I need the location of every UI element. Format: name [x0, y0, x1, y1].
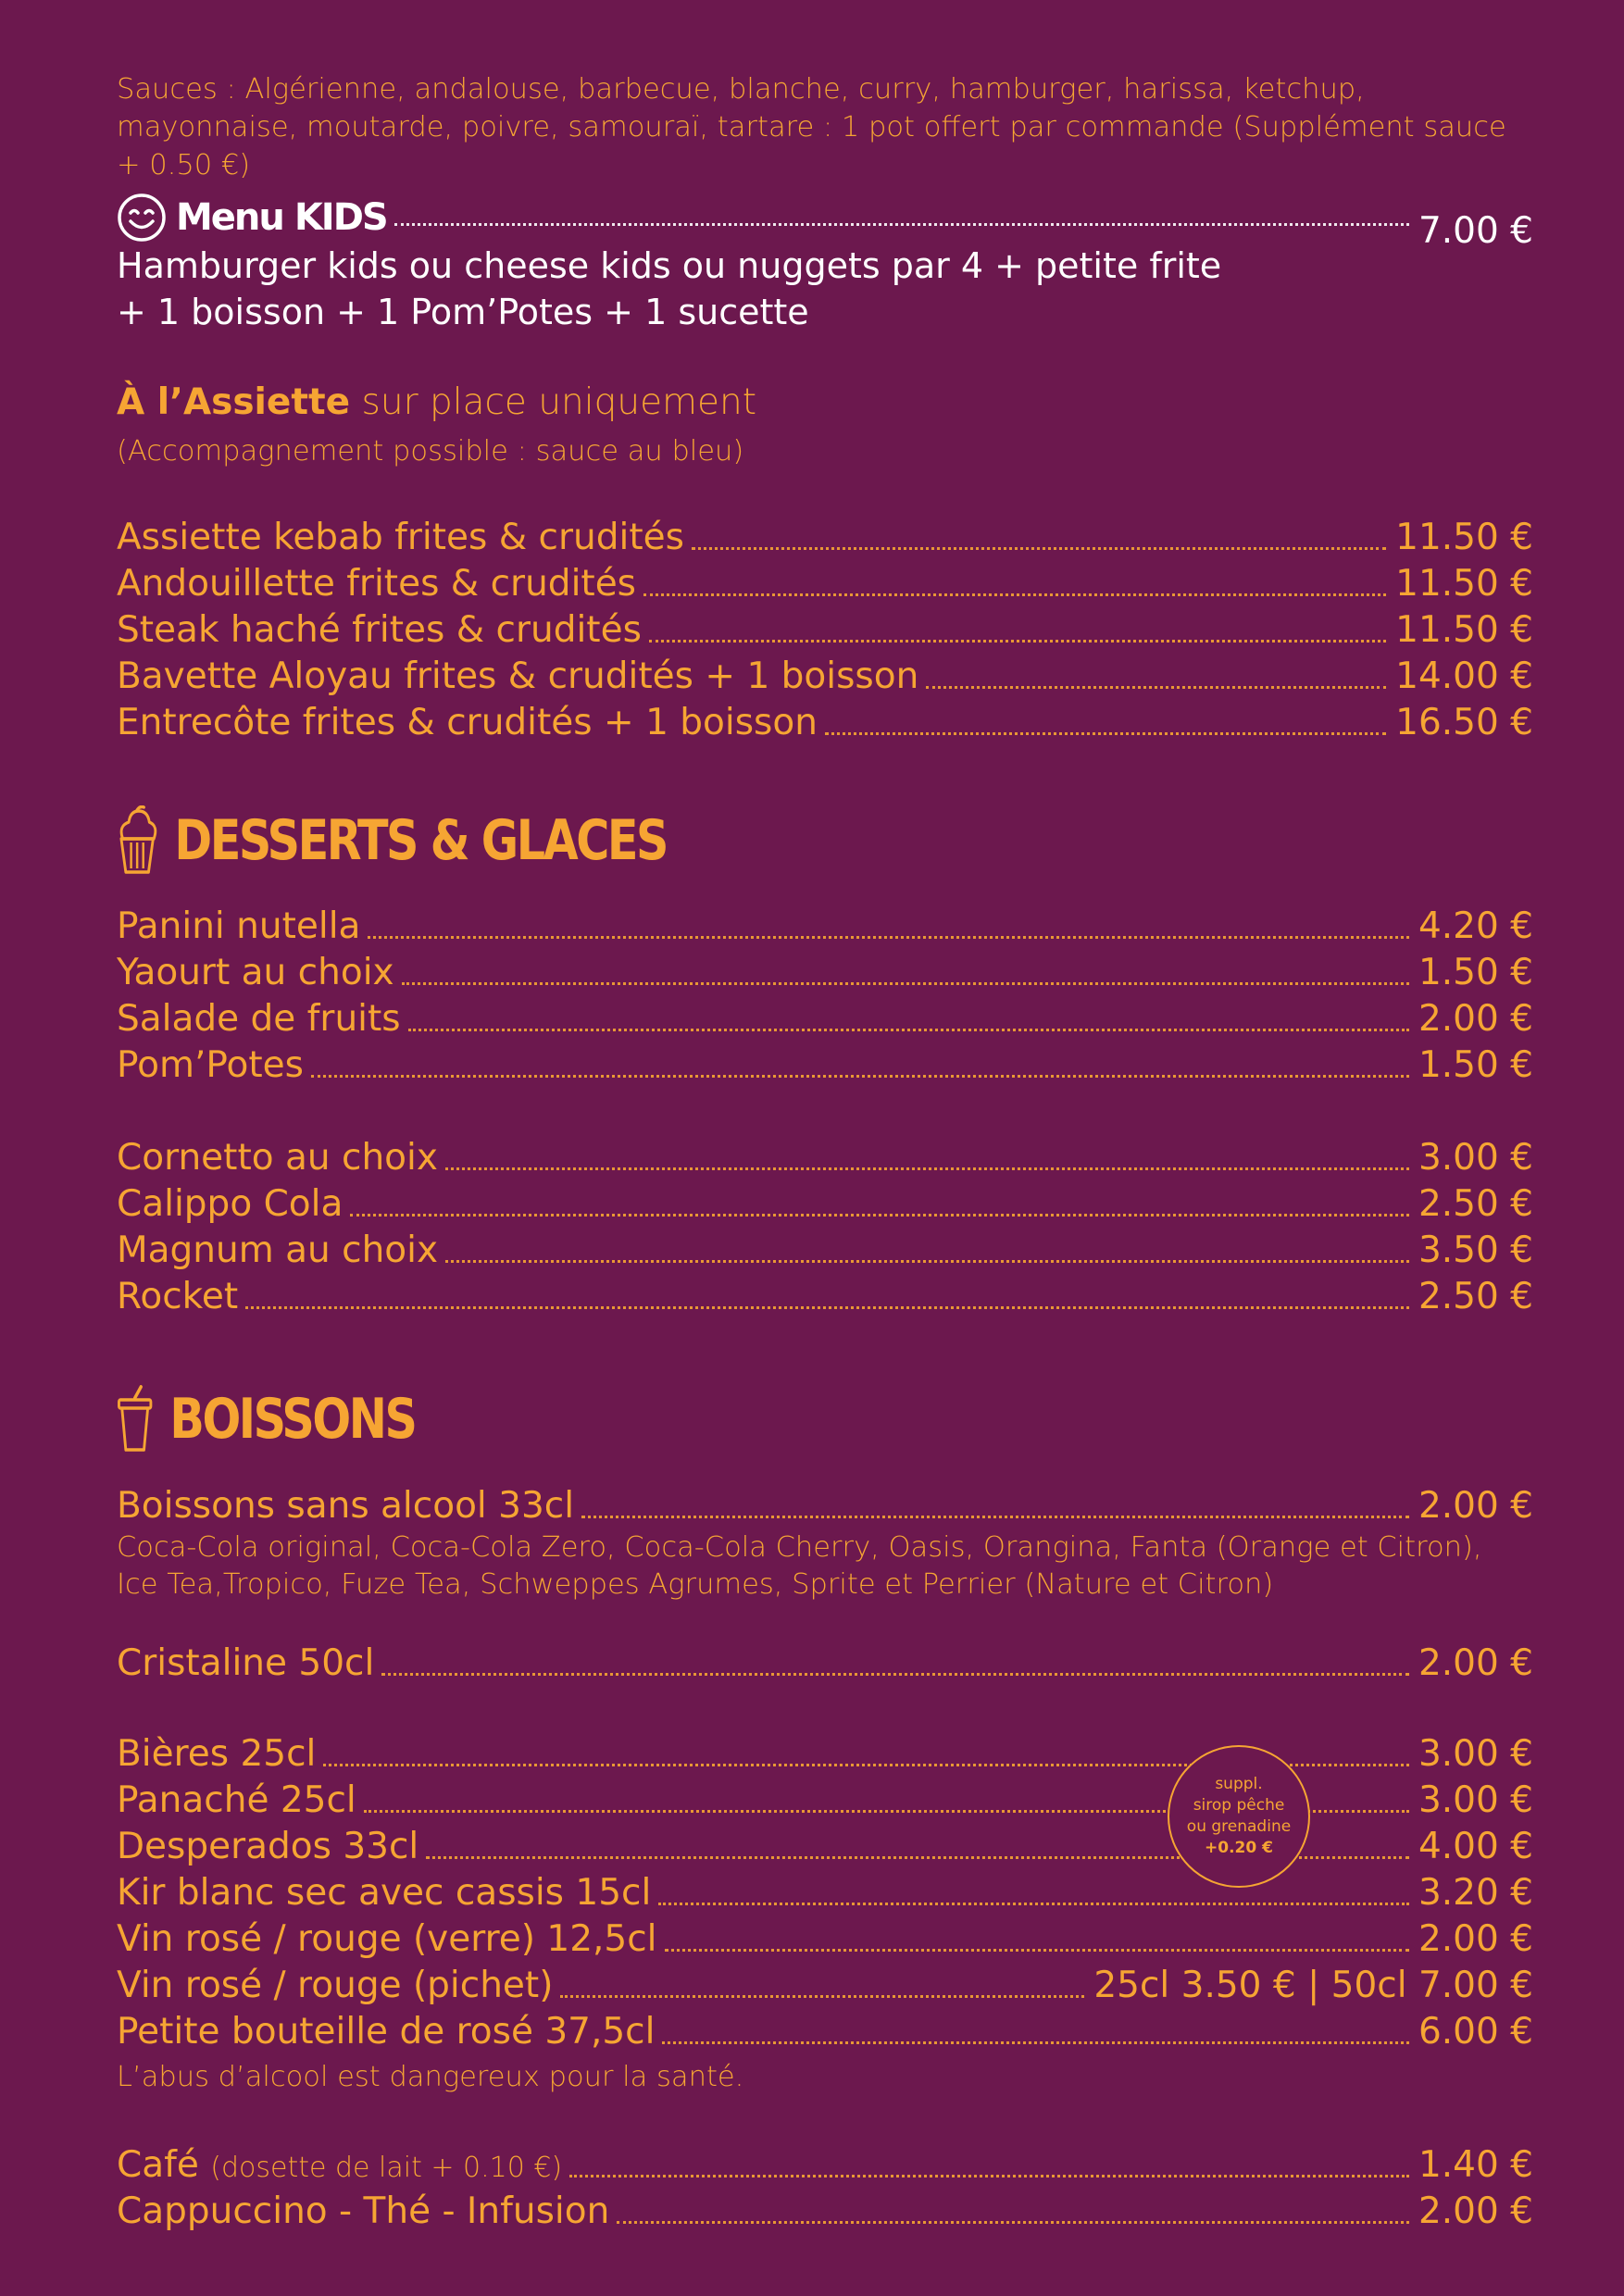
item-price: 6.00 €	[1418, 2011, 1533, 2053]
dot-leader	[381, 1673, 1409, 1676]
cupcake-icon	[117, 805, 157, 876]
item-name: Rocket	[117, 1276, 239, 1317]
menu-row	[117, 1642, 1533, 1689]
item-price: 1.50 €	[1418, 1044, 1533, 1086]
item-price: 2.00 €	[1418, 1918, 1533, 1960]
menu-kids-price: 7.00 €	[1418, 210, 1533, 252]
menu-row	[117, 2190, 1533, 2237]
item-name	[117, 2144, 562, 2186]
menu-row	[117, 1779, 1533, 1826]
menu-page	[117, 0, 1533, 2296]
boissons-heading	[117, 1385, 415, 1454]
badge-line: suppl.	[1215, 1775, 1263, 1793]
item-name: Panaché 25cl	[117, 1779, 356, 1821]
dot-leader	[649, 640, 1386, 643]
item-price: 2.00 €	[1418, 2190, 1533, 2232]
item-price: 16.50 €	[1395, 702, 1533, 743]
menu-row	[117, 1872, 1533, 1918]
item-price: 1.50 €	[1418, 952, 1533, 993]
dot-leader	[692, 547, 1386, 550]
item-price: 2.00 €	[1418, 1485, 1533, 1527]
badge-line: ou grenadine	[1186, 1817, 1292, 1836]
dot-leader	[402, 982, 1409, 985]
dot-leader	[560, 1995, 1084, 1998]
assiette-note: (Accompagnement possible : sauce au bleu)	[117, 435, 744, 468]
boissons-title: BOISSONS	[169, 1387, 416, 1452]
dot-leader	[408, 1029, 1409, 1031]
assiette-title-bold: À l’Assiette	[117, 381, 351, 423]
menu-row	[117, 655, 1533, 702]
item-price: 4.20 €	[1418, 905, 1533, 947]
dot-leader	[658, 1903, 1409, 1905]
item-name: Kir blanc sec avec cassis 15cl	[117, 1872, 652, 1914]
menu-row	[117, 609, 1533, 655]
item-name: Panini nutella	[117, 905, 361, 947]
soft-drinks-list: Coca-Cola original, Coca-Cola Zero, Coca-Cola Cherry, Oasis, Orangina, Fanta (Orange et Citron), Ice Tea,Tropico, Fuze Tea, Schweppes Agrumes, Sprite et Perrier (Nature et Citron)	[117, 1531, 1482, 1601]
dot-leader	[245, 1306, 1409, 1309]
dot-leader	[662, 2041, 1408, 2044]
dot-leader	[569, 2175, 1409, 2177]
dot-leader	[311, 1075, 1409, 1078]
item-name: Andouillette frites & crudités	[117, 563, 637, 605]
menu-row	[117, 905, 1533, 952]
sauces-info: Sauces : Algérienne, andalouse, barbecue, blanche, curry, hamburger, harissa, ketchup, mayonnaise, moutarde, poivre, samouraï, tartare : 1 pot offert par commande (Supplément sauce + 0.50 €)	[117, 73, 1506, 181]
drink-cup-icon	[117, 1385, 153, 1454]
dot-leader	[926, 686, 1386, 689]
dot-leader	[643, 593, 1386, 596]
syrup-supplement-badge	[1168, 1745, 1310, 1888]
menu-row	[117, 1044, 1533, 1091]
dot-leader	[368, 936, 1408, 939]
item-name: Assiette kebab frites & crudités	[117, 517, 684, 558]
alcohol-warning: L’abus d’alcool est dangereux pour la santé.	[117, 2061, 744, 2093]
menu-row	[117, 1965, 1533, 2011]
item-price: 2.50 €	[1418, 1276, 1533, 1317]
item-price: 14.00 €	[1395, 655, 1533, 697]
item-price: 2.00 €	[1418, 1642, 1533, 1684]
menu-row	[117, 1276, 1533, 1322]
cafe-note: (dosette de lait + 0.10 €)	[210, 2152, 563, 2184]
menu-row	[117, 1137, 1533, 1183]
menu-row	[117, 1485, 1533, 1531]
item-name: Cappuccino - Thé - Infusion	[117, 2190, 610, 2232]
badge-price: +0.20 €	[1205, 1839, 1273, 1857]
item-name: Desperados 33cl	[117, 1826, 419, 1867]
item-name: Vin rosé / rouge (pichet)	[117, 1965, 554, 2006]
item-name: Salade de fruits	[117, 998, 401, 1040]
desserts-title: DESSERTS & GLACES	[174, 808, 668, 873]
item-price: 25cl 3.50 € | 50cl 7.00 €	[1093, 1965, 1533, 2006]
item-price: 3.50 €	[1418, 1229, 1533, 1271]
item-name: Calippo Cola	[117, 1183, 344, 1225]
menu-row	[117, 1826, 1533, 1872]
smiley-icon	[117, 193, 167, 243]
menu-row	[117, 998, 1533, 1044]
menu-row	[117, 1183, 1533, 1229]
item-price: 1.40 €	[1418, 2144, 1533, 2186]
item-name: Steak haché frites & crudités	[117, 609, 642, 651]
item-price: 11.50 €	[1395, 609, 1533, 651]
item-name: Entrecôte frites & crudités + 1 boisson	[117, 702, 818, 743]
item-name: Bavette Aloyau frites & crudités + 1 boisson	[117, 655, 919, 697]
item-price: 2.00 €	[1418, 998, 1533, 1040]
menu-kids-label: Menu KIDS	[176, 196, 387, 239]
item-name: Petite bouteille de rosé 37,5cl	[117, 2011, 656, 2053]
assiette-heading	[117, 380, 1533, 426]
item-name: Cristaline 50cl	[117, 1642, 375, 1684]
item-name: Bières 25cl	[117, 1733, 317, 1775]
item-price: 3.00 €	[1418, 1733, 1533, 1775]
desserts-heading	[117, 805, 667, 876]
item-price: 11.50 €	[1395, 517, 1533, 558]
menu-row	[117, 2144, 1533, 2190]
menu-row	[117, 1733, 1533, 1779]
dot-leader	[825, 732, 1386, 735]
menu-row	[117, 1229, 1533, 1276]
item-name: Pom’Potes	[117, 1044, 304, 1086]
cafe-label: Café	[117, 2144, 199, 2186]
dot-leader	[394, 223, 1409, 226]
item-price: 3.00 €	[1418, 1137, 1533, 1179]
item-name: Magnum au choix	[117, 1229, 439, 1271]
dot-leader	[445, 1167, 1409, 1170]
menu-kids-desc-2: + 1 boisson + 1 Pom’Potes + 1 sucette	[117, 292, 809, 332]
dot-leader	[581, 1516, 1409, 1518]
item-name: Vin rosé / rouge (verre) 12,5cl	[117, 1918, 657, 1960]
item-name: Boissons sans alcool 33cl	[117, 1485, 575, 1527]
dot-leader	[350, 1214, 1409, 1217]
menu-row	[117, 702, 1533, 748]
item-price: 3.00 €	[1418, 1779, 1533, 1821]
item-price: 2.50 €	[1418, 1183, 1533, 1225]
item-price: 11.50 €	[1395, 563, 1533, 605]
dot-leader	[445, 1260, 1409, 1263]
item-name: Cornetto au choix	[117, 1137, 438, 1179]
menu-kids-title	[117, 193, 387, 243]
assiette-title-rest: sur place uniquement	[361, 381, 757, 423]
badge-line: sirop pêche	[1193, 1796, 1285, 1815]
menu-row	[117, 952, 1533, 998]
item-price: 3.20 €	[1418, 1872, 1533, 1914]
item-price: 4.00 €	[1418, 1826, 1533, 1867]
menu-row	[117, 2011, 1533, 2057]
menu-row	[117, 563, 1533, 609]
menu-kids-desc-1: Hamburger kids ou cheese kids ou nuggets par 4 + petite frite	[117, 245, 1222, 286]
menu-kids-row	[117, 193, 1533, 252]
dot-leader	[617, 2221, 1409, 2224]
menu-row	[117, 517, 1533, 563]
dot-leader	[665, 1949, 1409, 1952]
item-name: Yaourt au choix	[117, 952, 394, 993]
menu-row	[117, 1918, 1533, 1965]
